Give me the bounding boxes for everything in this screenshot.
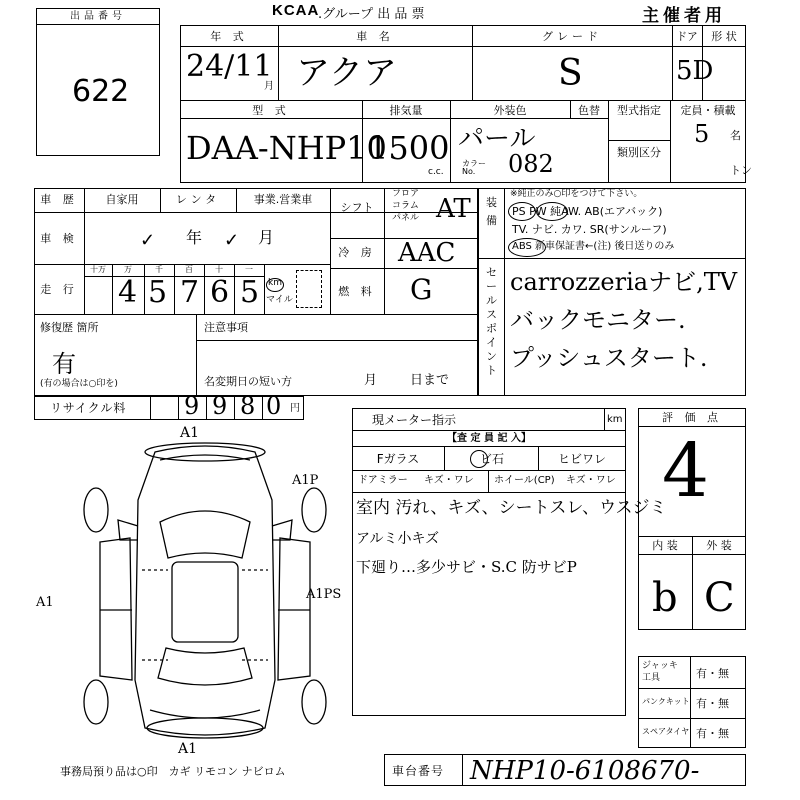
circle-abs [508,238,546,257]
overall-score-label: 評 価 点 [662,411,722,424]
equipment-line-1: PS PW 純AW. AB(エアバック) [512,205,663,218]
name-change-day: 日まで [410,373,450,388]
exterior-label: 外 装 [706,539,732,552]
shift-value: AT [436,194,471,224]
class-label: 類別区分 [617,146,661,159]
caution-label: 注意事項 [204,321,248,334]
digit-label-100: 百 [185,265,193,274]
header-logo: KCAA [272,2,320,19]
fuel-label: 燃 料 [338,285,376,298]
inspection-mark-1: ✓ [140,230,156,251]
color-no-value: 082 [508,150,554,178]
recycle-digit-3: 8 [240,392,256,420]
mileage-digit-4: 6 [210,275,230,310]
shift-column: コラム [392,201,419,211]
digit-label-1: 一 [245,265,253,274]
door-label: ドア [676,30,698,43]
door-value: 5D [676,56,714,86]
recycle-yen: 円 [290,403,300,414]
inspection-year-unit: 年 [186,228,203,247]
displacement-label: 排気量 [389,104,423,117]
color-no-label: カラー No. [462,159,486,176]
interior-label: 内 装 [652,539,678,552]
damage-label-rear: A1 [178,741,198,757]
tool-spare-tire-label: スペアタイヤ [642,727,690,736]
circle-ps [508,202,536,221]
digit-label-100k: 十万 [90,265,106,274]
cc-unit: c.c. [428,167,444,177]
mileage-label: 走 行 [40,283,78,296]
car-name-label: 車 名 [356,30,394,43]
capacity-value: 5 [694,120,710,148]
exterior-score: C [704,575,735,621]
car-name-value: アクア [296,53,397,93]
deposit-items: 事務局預り品は○印 カギ リモコン ナビロム [60,765,286,778]
shift-label: シフト [340,201,374,214]
km-label: km [268,278,282,288]
interior-score: b [652,575,678,621]
lot-number: 622 [72,74,130,109]
wheel-options: キズ・ワレ [566,475,616,486]
color-value: パール [458,124,536,154]
name-change-month: 月 [364,373,378,388]
history-business: 事業.営業車 [253,193,313,206]
repair-note: (有の場合は○印を) [40,379,118,389]
model-value: DAA-NHP10 [186,129,387,167]
tool-spare-tire-value: 有・無 [696,727,729,740]
sales-point-label: セールスポイント [486,266,497,377]
chassis-value: NHP10-6108670- [470,756,700,786]
grade-label: グレード [542,30,602,43]
equipment-label: 装備 [486,196,497,227]
sales-point-1: carrozzeriaナビ,TV [510,268,738,296]
mileage-digit-3: 7 [180,275,200,310]
shift-floor: フロア [392,189,420,199]
history-private: 自家用 [105,193,139,206]
tool-jack-value: 有・無 [696,667,729,680]
recycle-label: リサイクル料 [50,401,127,415]
mirror-options: キズ・ワレ [424,475,474,486]
history-label: 車 歴 [40,193,78,206]
chassis-label: 車台番号 [392,764,445,778]
inspection-label: 車 検 [40,232,78,245]
month-unit: 月 [264,81,274,92]
meter-km-label: km [607,414,623,425]
model-label: 型 式 [252,104,290,117]
digit-label-1k: 千 [155,265,163,274]
overall-score-value: 4 [662,428,710,514]
sales-point-2: バックモニター. [510,306,686,334]
ac-label: 冷 房 [338,246,376,259]
ac-value: AAC [398,238,456,268]
crack-label: ヒビワレ [557,452,607,466]
tool-repair-kit-label: パンクキット [642,697,690,706]
digit-label-10: 十 [215,265,223,274]
inspector-note-2: アルミ小キズ [356,531,440,547]
lot-label: 出品番号 [70,11,126,22]
mile-label: マイル [266,295,293,305]
type-spec-label: 型式指定 [617,104,661,117]
damage-label-left: A1 [36,595,54,610]
mirror-label: ドアミラー [358,475,408,486]
color-label: 外装色 [493,104,527,117]
grade-value: S [558,53,583,94]
color-change-label: 色替 [578,104,600,117]
front-glass-label: Fガラス [376,452,420,466]
stone-chip-label: ビ石 [479,452,505,466]
year-value: 24/11 [186,49,273,84]
damage-label-right-door: A1PS [306,587,342,602]
inspector-note-1: 室内 汚れ、キズ、シートスレ、ウスジミ [356,498,667,518]
wheel-label: ホイール(CP) [494,475,555,486]
organizer-label: 主催者用 [642,6,726,26]
shift-panel: パネル [392,213,420,223]
recycle-digit-1: 9 [184,392,200,420]
equipment-line-3: ABS 新車保証書←(注) 後日送りのみ [512,241,675,252]
equipment-note: ※純正のみ○印をつけて下さい。 [510,189,643,199]
meter-label: 現メーター指示 [372,413,457,427]
circle-pw [536,202,568,221]
stone-chip-circle [470,450,488,468]
equipment-line-2: TV. ナビ. カワ. SR(サンルーフ) [512,223,667,236]
recycle-digit-2: 9 [212,392,228,420]
inspection-mark-2: ✓ [224,230,240,251]
tool-repair-kit-value: 有・無 [696,697,729,710]
mileage-end-box [296,270,322,308]
repair-label: 修復歴 箇所 [40,321,99,334]
mileage-digit-5: 5 [240,275,260,310]
year-label: 年 式 [210,30,248,43]
sales-point-3: プッシュスタート. [510,344,708,372]
damage-label-front: A1 [180,425,200,441]
inspector-note-3: 下廻り…多少サビ・S.C 防サビP [356,558,577,576]
tool-jack-label: ジャッキ工具 [642,661,678,683]
history-rental: レンタ [175,193,221,206]
name-change-label: 名変期日の短い方 [204,375,292,388]
mileage-digit-1: 4 [118,275,138,310]
load-unit: トン [730,164,752,177]
capacity-label: 定員・積載 [680,104,736,117]
digit-label-10k: 万 [124,265,132,274]
displacement-value: 1500 [368,129,450,167]
recycle-digit-4: 0 [266,392,282,420]
inspector-header: 【査 定 員 記 入】 [447,433,531,444]
mileage-digit-2: 5 [148,275,168,310]
capacity-unit: 名 [730,129,741,142]
damage-label-right-front: A1P [292,473,319,488]
repair-value: 有 [52,350,76,378]
header-title: .グループ 出 品 票 [318,7,425,22]
inspection-month-unit: 月 [258,228,275,247]
fuel-value: G [410,273,433,306]
body-label: 形 状 [711,30,737,43]
